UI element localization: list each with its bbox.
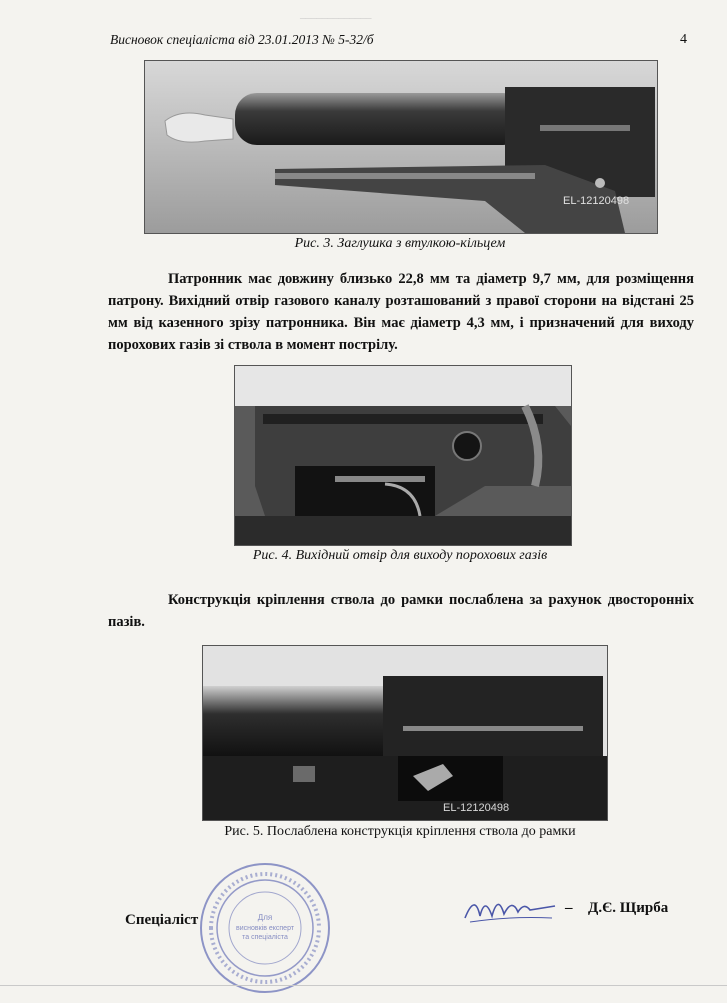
official-stamp bbox=[195, 858, 335, 1003]
gas-port-image bbox=[235, 366, 571, 545]
serial-label-fig5: EL-12120498 bbox=[443, 802, 510, 814]
paragraph-barrel-mount: Конструкція кріплення ствола до рамки послаблена за рахунок двосторонніх пазів. bbox=[108, 592, 694, 630]
handwritten-signature bbox=[460, 888, 560, 933]
svg-text:та спеціаліста: та спеціаліста bbox=[242, 934, 288, 941]
svg-text:висновків експерт: висновків експерт bbox=[235, 925, 295, 932]
specialist-name: Д.Є. Щирба bbox=[588, 900, 669, 916]
figure-5-caption: Рис. 5. Послаблена конструкція кріплення ствола до рамки bbox=[224, 824, 576, 839]
pistol-barrel-plug-image bbox=[145, 61, 657, 233]
signature-dash: – bbox=[565, 900, 573, 916]
figure-5-photo bbox=[202, 645, 608, 821]
page-number: 4 bbox=[680, 32, 687, 47]
paragraph-chamber: Патронник має довжину близько 22,8 мм та діаметр 9,7 мм, для розміщення патрону. Вихідний отвір газового каналу розташований з правої сторони на відстані 25 мм від казенного зрізу патронника. Він має діаметр 4,3 мм, і призначений для виходу порохових газів зі ствола в момент пострілу. bbox=[108, 271, 694, 353]
figure-4-caption: Рис. 4. Вихідний отвір для виходу порохових газів bbox=[252, 548, 548, 563]
signature-image bbox=[460, 888, 560, 928]
barrel-mount-image bbox=[203, 646, 607, 820]
specialist-label: Спеціаліст bbox=[125, 912, 199, 928]
svg-text:Для: Для bbox=[257, 913, 273, 922]
figure-4-photo bbox=[234, 365, 572, 546]
figure-3-caption: Рис. 3. Заглушка з втулкою-кільцем bbox=[294, 236, 506, 251]
stamp-seal-image bbox=[195, 858, 335, 998]
bleed-through-text: _____________ bbox=[300, 8, 372, 20]
document-header: Висновок спеціаліста від 23.01.2013 № 5-32/б bbox=[110, 32, 374, 47]
page-bottom-edge bbox=[0, 985, 727, 986]
serial-label-fig3: EL-12120498 bbox=[563, 195, 630, 207]
figure-3-photo bbox=[144, 60, 658, 234]
